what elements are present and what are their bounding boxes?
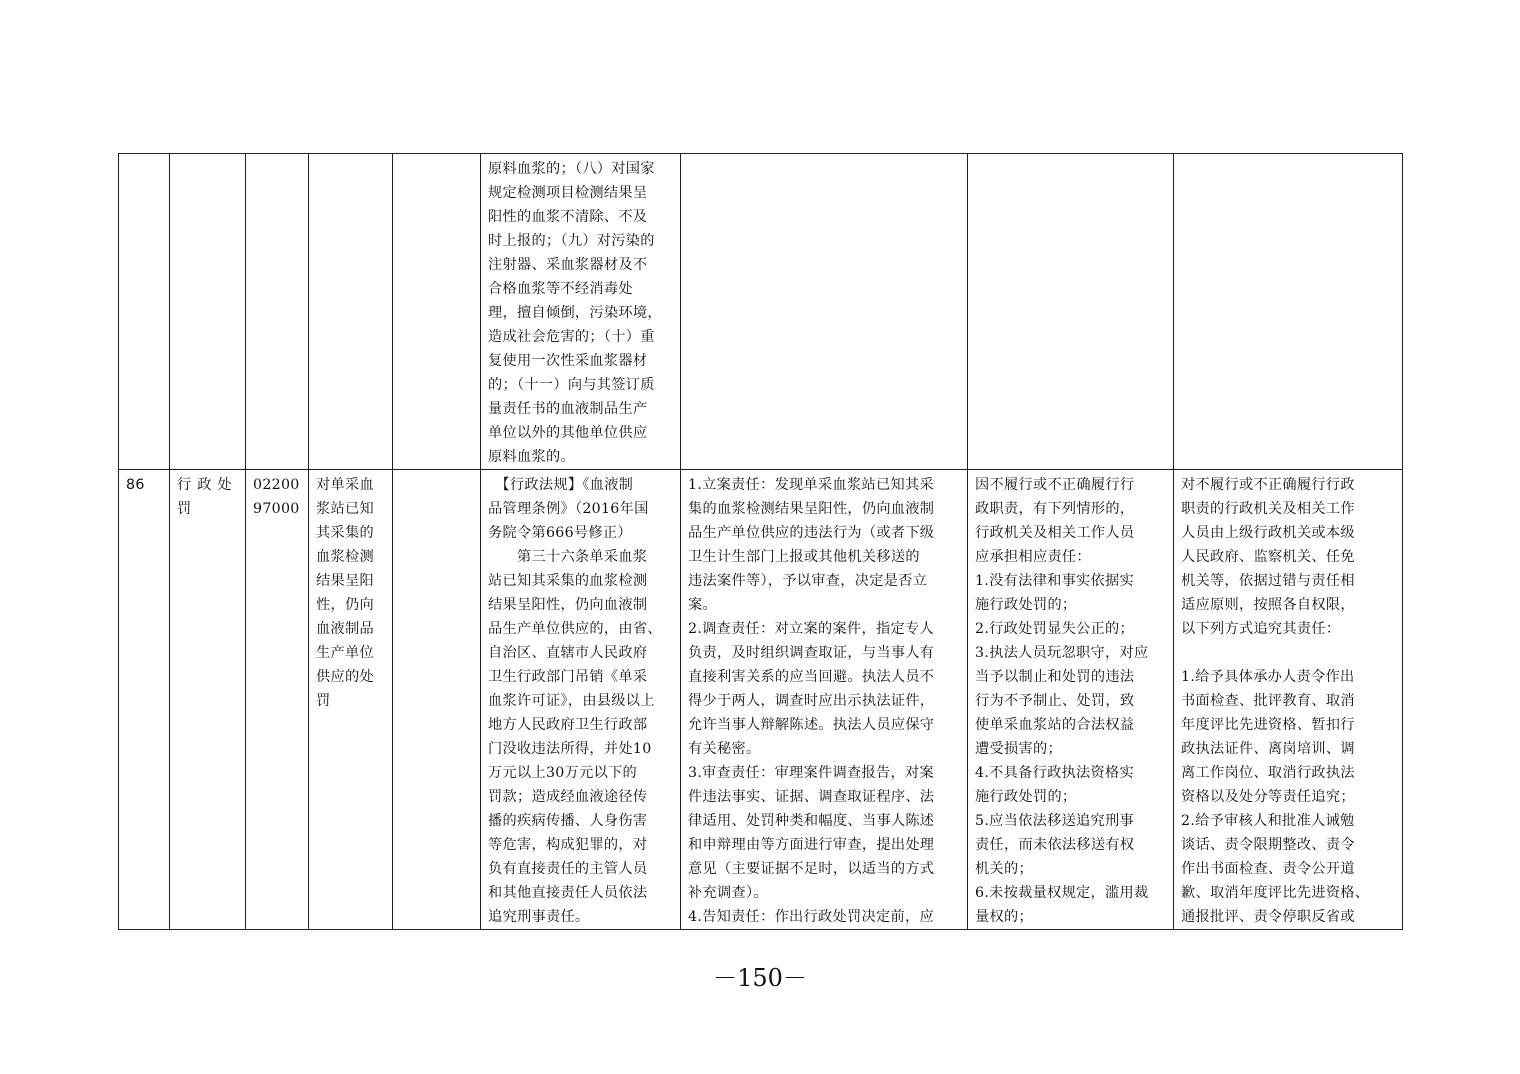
row-number: 86 xyxy=(126,477,145,493)
text-line: 1.立案责任：发现单采血浆站已知其采 xyxy=(688,477,934,493)
text-line: 2.行政处罚显失公正的； xyxy=(975,621,1135,637)
category-cell xyxy=(170,470,246,930)
text-line: 件违法事实、证据、调查取证程序、法 xyxy=(688,789,935,805)
responsibility-text xyxy=(688,473,960,929)
text-line: 得少于两人，调查时应出示执法证件， xyxy=(688,693,935,709)
text-line: 违法案件等），予以审查，决定是否立 xyxy=(688,573,928,589)
text-line: 结果呈阳 xyxy=(316,573,374,589)
text-line: 允许当事人辩解陈述。执法人员应保守 xyxy=(688,717,935,733)
text-line: 卫生行政部门吊销《单采 xyxy=(488,669,648,685)
sub-item-cell xyxy=(393,154,481,470)
code-cell xyxy=(246,154,309,470)
text-line: 生产单位 xyxy=(316,645,374,661)
text-line: 歉、取消年度评比先进资格、 xyxy=(1181,885,1370,901)
liability-cases-cell xyxy=(968,470,1174,930)
text-line: 血浆许可证》，由县级以上 xyxy=(488,693,655,709)
category-cell xyxy=(170,154,246,470)
text-line: 和申辩理由等方面进行审查，提出处理 xyxy=(688,837,935,853)
code-cell xyxy=(246,470,309,930)
text-line: 性，仍向 xyxy=(316,597,374,613)
text-line: 原料血浆的。 xyxy=(488,449,575,465)
text-line: 行政机关及相关工作人员 xyxy=(975,525,1135,541)
page-number: －150－ xyxy=(713,964,807,992)
text-line: 2.给予审核人和批准人诫勉 xyxy=(1181,813,1355,829)
text-line: 自治区、直辖市人民政府 xyxy=(488,645,648,661)
text-line: 供应的处 xyxy=(316,669,374,685)
table-row-continued xyxy=(119,154,1403,470)
text-line: 行为不予制止、处罚，致 xyxy=(975,693,1135,709)
accountability-text xyxy=(1181,473,1395,929)
basis-text xyxy=(488,157,673,469)
text-line: 第三十六条单采血浆 xyxy=(488,549,648,565)
text-line: 补充调查）。 xyxy=(688,885,768,901)
number-cell xyxy=(119,154,170,470)
text-line: 2.调查责任：对立案的案件，指定专人 xyxy=(688,621,934,637)
text-line: 合格血浆等不经消毒处 xyxy=(488,281,633,297)
text-line: 地方人民政府卫生行政部 xyxy=(488,717,648,733)
text-line: 书面检查、批评教育、取消 xyxy=(1181,693,1355,709)
text-line: 适应原则，按照各自权限， xyxy=(1181,597,1355,613)
basis-cell xyxy=(481,470,681,930)
text-line: 浆站已知 xyxy=(316,501,374,517)
text-line: 务院令第666号修正） xyxy=(488,525,632,541)
text-line: 资格以及处分等责任追究； xyxy=(1181,789,1355,805)
accountability-cell xyxy=(1174,470,1403,930)
accountability-cell xyxy=(1174,154,1403,470)
text-line: 品生产单位供应的违法行为（或者下级 xyxy=(688,525,935,541)
text-line: 播的疾病传播、人身伤害 xyxy=(488,813,648,829)
text-line: 原料血浆的；（八）对国家 xyxy=(488,161,655,177)
regulation-table xyxy=(118,153,1403,930)
text-line: 行政处 xyxy=(177,477,238,493)
liability-cases-cell xyxy=(968,154,1174,470)
text-line: 阳性的血浆不清除、不及 xyxy=(488,209,648,225)
text-line: 4.告知责任：作出行政处罚决定前，应 xyxy=(688,909,934,925)
text-line: 负有直接责任的主管人员 xyxy=(488,861,648,877)
text-line: 施行政处罚的； xyxy=(975,597,1077,613)
text-line: 量权的； xyxy=(975,909,1033,925)
text-line: 【行政法规】《血液制 xyxy=(488,477,634,493)
text-line: 案。 xyxy=(688,597,717,613)
text-line: 机关的； xyxy=(975,861,1033,877)
text-line: 律适用、处罚种类和幅度、当事人陈述 xyxy=(688,813,935,829)
text-line: 卫生计生部门上报或其他机关移送的 xyxy=(688,549,920,565)
text-line: 遭受损害的； xyxy=(975,741,1062,757)
text-line: 结果呈阳性，仍向血液制 xyxy=(488,597,648,613)
text-line: 规定检测项目检测结果呈 xyxy=(488,185,648,201)
item-cell xyxy=(309,154,393,470)
text-line: 人员由上级行政机关或本级 xyxy=(1181,525,1355,541)
text-line: 施行政处罚的； xyxy=(975,789,1077,805)
table-row-86 xyxy=(119,470,1403,930)
basis-cell xyxy=(481,154,681,470)
text-line: 3.审查责任：审理案件调查报告，对案 xyxy=(688,765,934,781)
text-line: 量责任书的血液制品生产 xyxy=(488,401,648,417)
text-line: 时上报的；（九）对污染的 xyxy=(488,233,655,249)
text-line: 离工作岗位、取消行政执法 xyxy=(1181,765,1355,781)
text-line: 谈话、责令限期整改、责令 xyxy=(1181,837,1355,853)
text-line: 6.未按裁量权规定，滥用裁 xyxy=(975,885,1149,901)
sub-item-cell xyxy=(393,470,481,930)
text-line: 02200 xyxy=(253,477,300,493)
code-text xyxy=(253,473,301,521)
text-line: 1.没有法律和事实依据实 xyxy=(975,573,1135,589)
text-line: 意见（主要证据不足时，以适当的方式 xyxy=(688,861,935,877)
text-line: 等危害，构成犯罪的，对 xyxy=(488,837,648,853)
responsibility-cell xyxy=(681,470,968,930)
text-line: 理，擅自倾倒，污染环境， xyxy=(488,305,662,321)
number-cell xyxy=(119,470,170,930)
text-line: 罚 xyxy=(316,693,331,709)
text-line: 和其他直接责任人员依法 xyxy=(488,885,648,901)
text-line xyxy=(1181,641,1395,665)
text-line: 政职责，有下列情形的， xyxy=(975,501,1135,517)
text-line: 对不履行或不正确履行行政 xyxy=(1181,477,1355,493)
responsibility-cell xyxy=(681,154,968,470)
text-line: 97000 xyxy=(253,501,300,517)
text-line: 3.执法人员玩忽职守，对应 xyxy=(975,645,1149,661)
text-line: 人民政府、监察机关、任免 xyxy=(1181,549,1355,565)
text-line: 机关等，依据过错与责任相 xyxy=(1181,573,1355,589)
text-line: 门没收违法所得，并处10 xyxy=(488,741,652,757)
text-line: 因不履行或不正确履行行 xyxy=(975,477,1135,493)
liability-cases-text xyxy=(975,473,1166,929)
text-line: 对单采血 xyxy=(316,477,374,493)
text-line: 品生产单位供应的，由省、 xyxy=(488,621,662,637)
text-line: 单位以外的其他单位供应 xyxy=(488,425,648,441)
text-line: 通报批评、责令停职反省或 xyxy=(1181,909,1355,925)
text-line: 追究刑事责任。 xyxy=(488,909,590,925)
text-line: 罚 xyxy=(177,501,198,517)
text-line: 万元以上30万元以下的 xyxy=(488,765,638,781)
text-line: 应承担相应责任： xyxy=(975,549,1091,565)
text-line: 品管理条例》（2016年国 xyxy=(488,501,649,517)
text-line: 的；（十一）向与其签订质 xyxy=(488,377,655,393)
basis-text xyxy=(488,473,673,929)
text-line: 血液制品 xyxy=(316,621,374,637)
text-line: 政执法证件、离岗培训、调 xyxy=(1181,741,1355,757)
text-line: 罚款；造成经血液途径传 xyxy=(488,789,648,805)
category-text xyxy=(177,473,238,521)
text-line: 造成社会危害的；（十）重 xyxy=(488,329,655,345)
text-line: 5.应当依法移送追究刑事 xyxy=(975,813,1135,829)
text-line: 使单采血浆站的合法权益 xyxy=(975,717,1135,733)
text-line: 站已知其采集的血浆检测 xyxy=(488,573,648,589)
text-line: 有关秘密。 xyxy=(688,741,761,757)
text-line: 复使用一次性采血浆器材 xyxy=(488,353,648,369)
text-line: 直接利害关系的应当回避。执法人员不 xyxy=(688,669,935,685)
text-line: 其采集的 xyxy=(316,525,374,541)
text-line: 年度评比先进资格、暂扣行 xyxy=(1181,717,1355,733)
text-line: 负责，及时组织调查取证，与当事人有 xyxy=(688,645,935,661)
text-line: 注射器、采血浆器材及不 xyxy=(488,257,648,273)
text-line: 职责的行政机关及相关工作 xyxy=(1181,501,1355,517)
text-line: 1.给予具体承办人责令作出 xyxy=(1181,669,1355,685)
text-line: 责任，而未依法移送有权 xyxy=(975,837,1135,853)
item-cell xyxy=(309,470,393,930)
text-line: 以下列方式追究其责任： xyxy=(1181,621,1341,637)
text-line: 作出书面检查、责令公开道 xyxy=(1181,861,1355,877)
text-line: 血浆检测 xyxy=(316,549,374,565)
item-text xyxy=(316,473,385,713)
text-line: 4.不具备行政执法资格实 xyxy=(975,765,1135,781)
text-line: 当予以制止和处罚的违法 xyxy=(975,669,1135,685)
text-line: 集的血浆检测结果呈阳性，仍向血液制 xyxy=(688,501,935,517)
